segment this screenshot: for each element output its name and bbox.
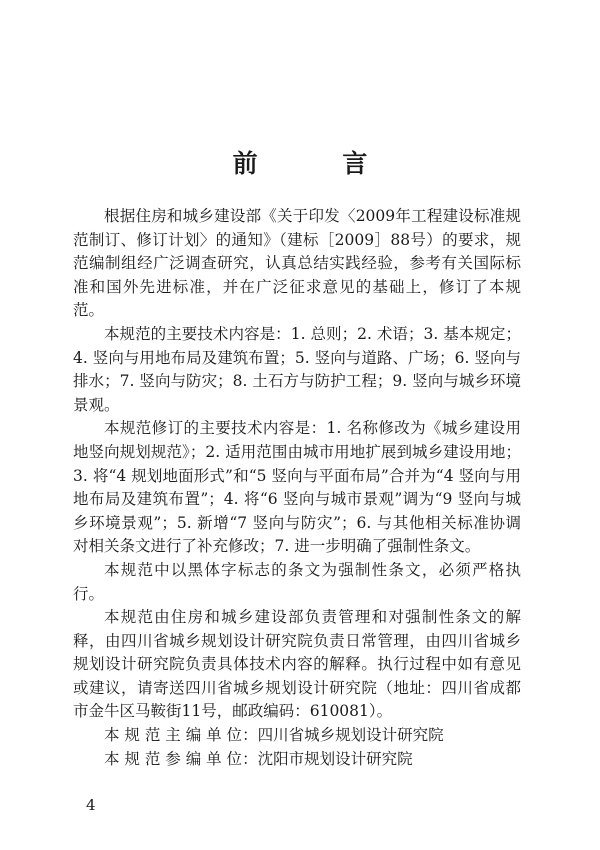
- participating-unit: 本 规 范 参 编 单 位：沈阳市规划设计研究院: [104, 749, 413, 768]
- preface-body: [73, 205, 521, 771]
- paragraph-basis: 根据住房和城乡建设部《关于印发〈2009年工程建设标准规范制订、修订计划〉的通知》（建标［2009］88号）的要求，规范编制组经广泛调查研究，认真总结实践经验，参考有关国际标准和国外先进标准，并在广泛征求意见的基础上，修订了本规范。: [73, 207, 521, 320]
- paragraph-main-contents: 本规范的主要技术内容是：1. 总则；2. 术语；3. 基本规定；4. 竖向与用地布局及建筑布置；5. 竖向与道路、广场；6. 竖向与排水；7. 竖向与防灾；8. 土石方与防护工程；9. 竖向与城乡环境景观。: [73, 324, 521, 414]
- paragraph-management: 本规范由住房和城乡建设部负责管理和对强制性条文的解释，由四川省城乡规划设计研究院负责日常管理，由四川省城乡规划设计研究院负责具体技术内容的解释。执行过程中如有意见或建议，请寄送四川省城乡规划设计研究院（地址：四川省成都市金牛区马鞍街11号，邮政编码：610081）。: [73, 608, 521, 721]
- page-number: 4: [86, 796, 96, 814]
- paragraph-mandatory-clauses: 本规范中以黑体字标志的条文为强制性条文，必须严格执行。: [73, 560, 521, 603]
- paragraph-revision-contents: 本规范修订的主要技术内容是：1. 名称修改为《城乡建设用地竖向规划规范》；2. 适用范围由城市用地扩展到城乡建设用地；3. 将“4 规划地面形式”和“5 竖向与平面布局”合并为“4 竖向与用地布局及建筑布置”；4. 将“6 竖向与城市景观”调为“9 竖向与城乡环境景观”；5. 新增“7 竖向与防灾”；6. 与其他相关标准协调对相关条文进行了补充修改；7. 进一步明确了强制性条文。: [73, 419, 521, 556]
- page-title: 前 言: [232, 149, 406, 178]
- chief-editor-unit: 本 规 范 主 编 单 位：四川省城乡规划设计研究院: [104, 726, 444, 745]
